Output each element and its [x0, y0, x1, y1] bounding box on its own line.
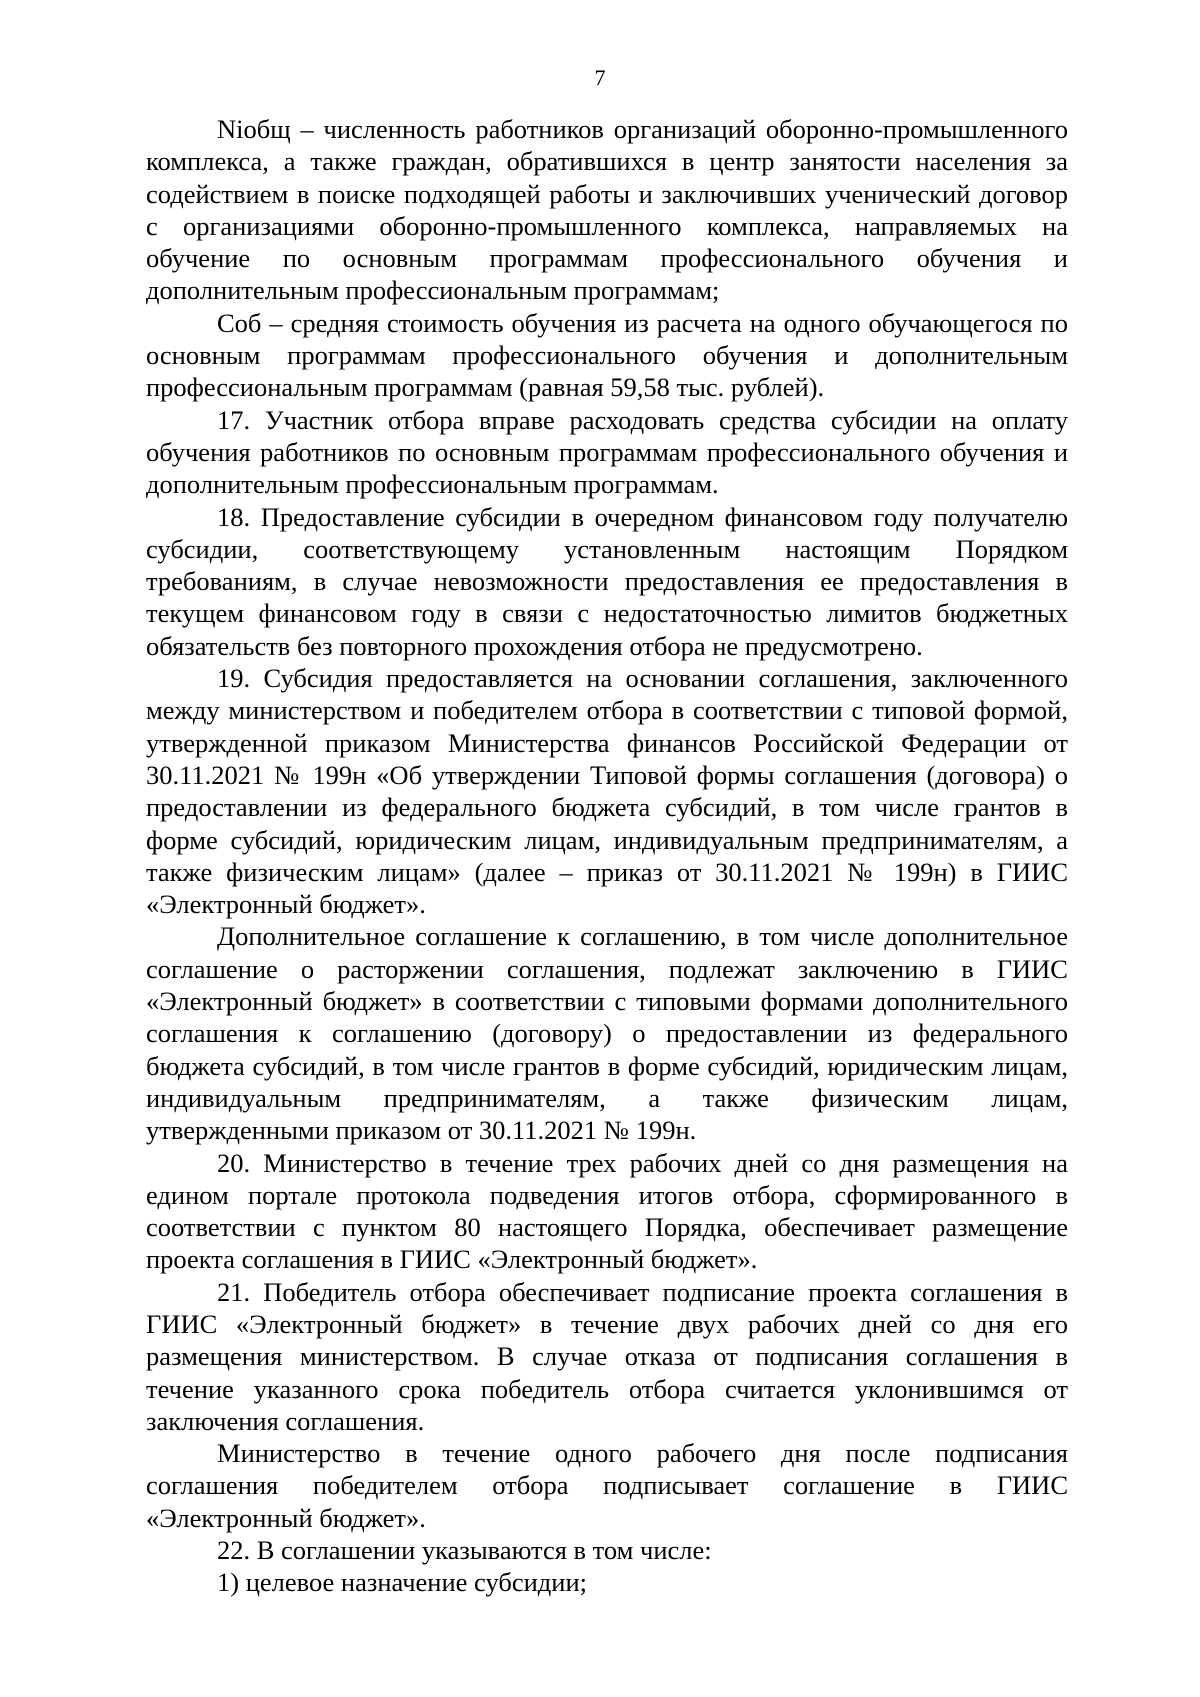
paragraph-item-17: 17. Участник отбора вправе расходовать средства субсидии на оплату обучения работников по основным программам профессионального обучения и дополнительным профессиональным программам. [146, 404, 1068, 500]
paragraph-niobshch-definition: Niобщ – численность работников организаций оборонно-промышленного комплекса, а также граждан, обратившихся в центр занятости населения за содействием в поиске подходящей работы и заключивших ученический договор с организациями оборонно-промышленного комплекса, направляемых на обучение по основным программам профессионального обучения и дополнительным профессиональным программам; [146, 114, 1068, 306]
paragraph-item-19: 19. Субсидия предоставляется на основании соглашения, заключенного между министерством и победителем отбора в соответствии с типовой формой, утвержденной приказом Министерства финансов Российской Федерации от 30.11.2021 № 199н «Об утверждении Типовой формы соглашения (договора) о предоставлении из федерального бюджета субсидий, в том числе грантов в форме субсидий, юридическим лицам, индивидуальным предпринимателям, а также физическим лицам» (далее – приказ от 30.11.2021 № 199н) в ГИИС «Электронный бюджет». [146, 663, 1068, 920]
paragraph-subitem-1: 1) целевое назначение субсидии; [217, 1567, 588, 1598]
paragraph-item-22: 22. В соглашении указываются в том числе: [217, 1535, 712, 1566]
paragraph-sob-definition: Соб – средняя стоимость обучения из расчета на одного обучающегося по основным программам профессионального обучения и дополнительным профессиональным программам (равная 59,58 тыс. рублей). [146, 307, 1068, 403]
document-body [146, 113, 1068, 1599]
paragraph-additional-agreement: Дополнительное соглашение к соглашению, в том числе дополнительное соглашение о расторжении соглашения, подлежат заключению в ГИИС «Электронный бюджет» в соответствии с типовыми формами дополнительного соглашения к соглашению (договору) о предоставлении из федерального бюджета субсидий, в том числе грантов в форме субсидий, юридическим лицам, индивидуальным предпринимателям, а также физическим лицам, утвержденными приказом от 30.11.2021 № 199н. [146, 921, 1068, 1146]
paragraph-item-18: 18. Предоставление субсидии в очередном финансовом году получателю субсидии, соответствующему установленным настоящим Порядком требованиям, в случае невозможности предоставления ее предоставления в текущем финансовом году в связи с недостаточностью лимитов бюджетных обязательств без повторного прохождения отбора не предусмотрено. [146, 501, 1068, 661]
paragraph-item-21: 21. Победитель отбора обеспечивает подписание проекта соглашения в ГИИС «Электронный бюджет» в течение двух рабочих дней со дня его размещения министерством. В случае отказа от подписания соглашения в течение указанного срока победитель отбора считается уклонившимся от заключения соглашения. [146, 1276, 1068, 1436]
paragraph-item-20: 20. Министерство в течение трех рабочих дней со дня размещения на едином портале протокола подведения итогов отбора, сформированного в соответствии с пунктом 80 настоящего Порядка, обеспечивает размещение проекта соглашения в ГИИС «Электронный бюджет». [146, 1147, 1068, 1275]
paragraph-ministry-signing: Министерство в течение одного рабочего дня после подписания соглашения победителем отбора подписывает соглашение в ГИИС «Электронный бюджет». [146, 1438, 1068, 1533]
page-number: 7 [594, 65, 606, 90]
